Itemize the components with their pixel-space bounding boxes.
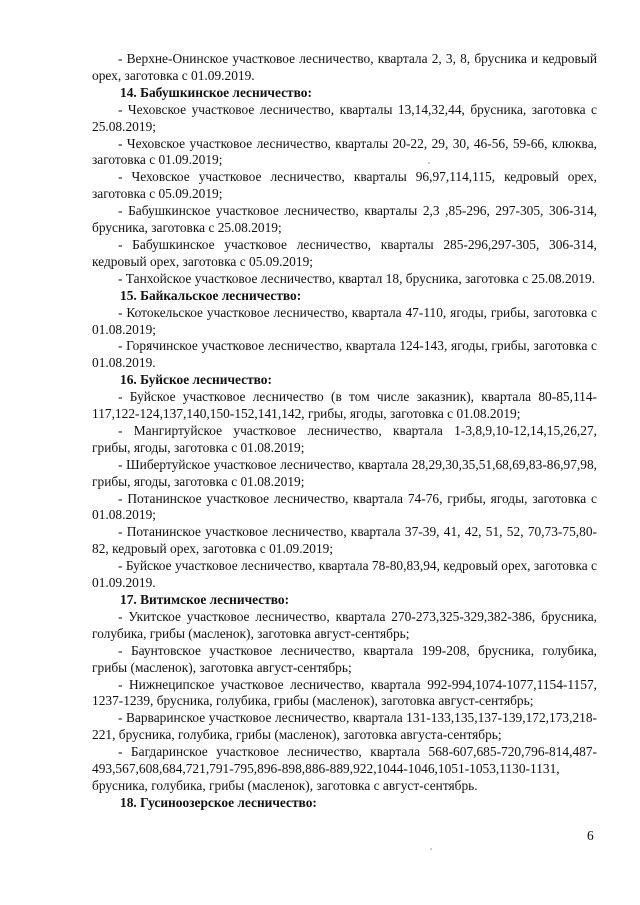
paragraph: - Чеховское участковое лесничество, кварталы 13,14,32,44, брусника, заготовка с 25.08.2019; — [92, 101, 597, 134]
paragraph: - Котокельское участковое лесничество, квартала 47-110, ягоды, грибы, заготовка с 01.08.2019; — [92, 304, 597, 337]
section-heading: 18. Гусиноозерское лесничество: — [120, 794, 317, 810]
paragraph: - Чеховское участковое лесничество, кварталы 96,97,114,115, кедровый орех, заготовка с 05.09.2019; — [92, 169, 597, 202]
paragraph: - Нижнеципское участковое лесничество, квартала 992-994,1074-1077,1154-1157, 1237-1239, брусника, голубика, грибы (масленок), заготовка август-сентябрь; — [92, 676, 597, 709]
paragraph: - Чеховское участковое лесничество, кварталы 20-22, 29, 30, 46-56, 59-66, клюква, заготовка с 01.09.2019; — [92, 135, 597, 168]
section-heading: 17. Витимское лесничество: — [120, 592, 290, 607]
paragraph: - Горячинское участковое лесничество, квартала 124-143, ягоды, грибы, заготовка с 01.08.2019. — [92, 338, 597, 371]
paragraph: - Буйское участковое лесничество, квартала 78-80,83,94, кедровый орех, заготовка с 01.09.2019. — [92, 558, 597, 591]
document-body — [92, 51, 597, 812]
paragraph: - Варваринское участковое лесничество, квартала 131-133,135,137-139,172,173,218-221, брусника, голубика, грибы (масленок), заготовка августа-сентябрь; — [92, 710, 597, 743]
paragraph: - Танхойское участковое лесничество, квартал 18, брусника, заготовка с 25.08.2019. — [118, 270, 596, 286]
section-heading: 15. Байкальское лесничество: — [120, 287, 302, 303]
paragraph: - Бабушкинское участковое лесничество, кварталы 2,3 ,85-296, 297-305, 306-314, брусника, заготовка с 25.08.2019; — [92, 203, 597, 236]
section-heading: 14. Бабушкинское лесничество: — [120, 84, 312, 100]
paragraph: - Потанинское участковое лесничество, квартала 74-76, грибы, ягоды, заготовка с 01.08.2019; — [92, 490, 597, 523]
paragraph: - Укитское участковое лесничество, квартала 270-273,325-329,382-386, брусника, голубика, грибы (масленок), заготовка август-сентябрь; — [92, 608, 597, 641]
section-heading: 16. Буйское лесничество: — [120, 372, 272, 388]
page-number: 6 — [587, 828, 594, 843]
paragraph: - Шибертуйское участковое лесничество, квартала 28,29,30,35,51,68,69,83-86,97,98, грибы, ягоды, заготовка с 01.08.2019; — [92, 456, 597, 489]
paragraph: - Баунтовское участковое лесничество, квартала 199-208, брусника, голубика, грибы (масленок), заготовка август-сентябрь; — [92, 642, 597, 675]
paragraph: - Потанинское участковое лесничество, квартала 37-39, 41, 42, 51, 52, 70,73-75,80-82, кедровый орех, заготовка с 01.09.2019; — [92, 524, 597, 557]
paragraph: - Верхне-Онинское участковое лесничество, квартала 2, 3, 8, брусника и кедровый орех, заготовка с 01.09.2019. — [92, 51, 597, 83]
paragraph: - Багдаринское участковое лесничество, квартала 568-607,685-720,796-814,487-493,567,608,684,721,791-795,896-898,886-889,922,1044-1046,1051-1053,1130-1131, брусника, голубика, грибы (масленок), заготовка с август-сентябрь. — [92, 744, 597, 793]
scan-speck — [430, 848, 432, 850]
scan-speck — [428, 162, 430, 164]
paragraph: - Буйское участковое лесничество (в том числе заказник), квартала 80-85,114-117,122-124,137,140,150-152,141,142, грибы, ягоды, заготовка с 01.08.2019; — [92, 389, 597, 422]
paragraph: - Бабушкинское участковое лесничество, кварталы 285-296,297-305, 306-314, кедровый орех, заготовка с 05.09.2019; — [92, 236, 597, 269]
paragraph: - Мангиртуйское участковое лесничество, квартала 1-3,8,9,10-12,14,15,26,27, грибы, ягоды, заготовка с 01.08.2019; — [92, 422, 597, 455]
